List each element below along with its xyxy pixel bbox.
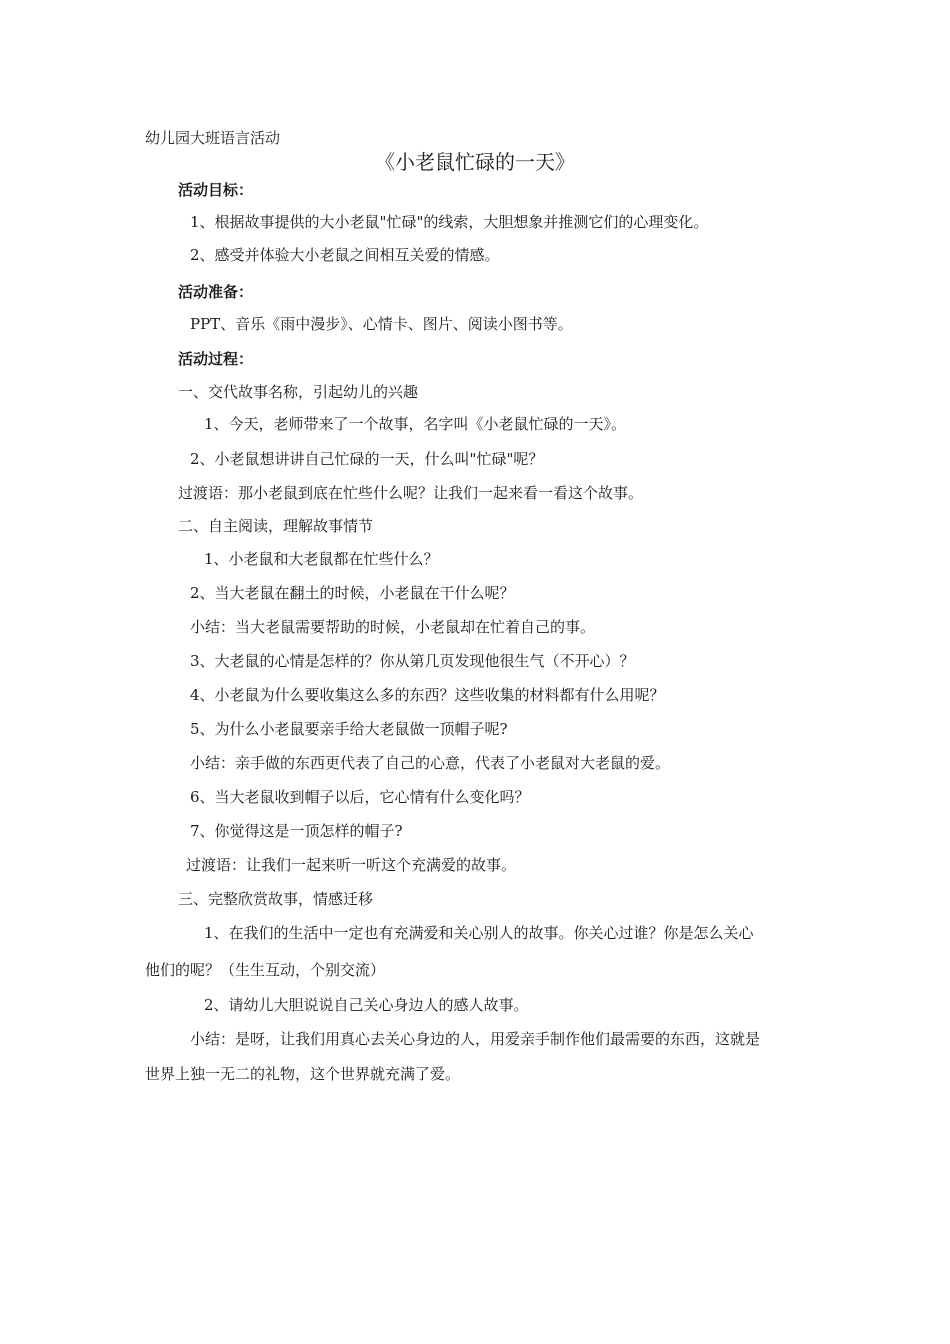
goal-item-1: 1、根据故事提供的大小老鼠"忙碌"的线索，大胆想象并推测它们的心理变化。 [190,213,709,231]
part1-transition: 过渡语：那小老鼠到底在忙些什么呢？让我们一起来看一看这个故事。 [178,484,644,502]
part2-item-3: 3、大老鼠的心情是怎样的？你从第几页发现他很生气（不开心）？ [190,652,635,670]
part2-transition: 过渡语：让我们一起来听一听这个充满爱的故事。 [186,856,517,874]
part3-heading: 三、完整欣赏故事，情感迁移 [178,890,374,908]
part3-item-1-line-1: 1、在我们的生活中一定也有充满爱和关心别人的故事。你关心过谁？你是怎么关心 [204,924,754,942]
part1-item-2: 2、小老鼠想讲讲自己忙碌的一天，什么叫"忙碌"呢？ [190,450,544,468]
part2-item-6: 6、当大老鼠收到帽子以后，它心情有什么变化吗？ [190,788,530,806]
part2-summary-1: 小结：当大老鼠需要帮助的时候，小老鼠却在忙着自己的事。 [190,618,596,636]
prep-heading: 活动准备： [178,283,254,301]
process-heading: 活动过程： [178,350,254,368]
goal-item-2: 2、感受并体验大小老鼠之间相互关爱的情感。 [190,246,500,264]
prep-text: PPT、音乐《雨中漫步》、心情卡、图片、阅读小图书等。 [190,315,573,333]
part2-item-2: 2、当大老鼠在翻土的时候，小老鼠在干什么呢？ [190,584,515,602]
part2-item-1: 1、小老鼠和大老鼠都在忙些什么？ [204,550,439,568]
document-title: 《小老鼠忙碌的一天》 [375,150,575,174]
part3-summary-line-2: 世界上独一无二的礼物，这个世界就充满了爱。 [145,1065,461,1083]
part2-heading: 二、自主阅读，理解故事情节 [178,517,374,535]
document-header: 幼儿园大班语言活动 [145,129,281,147]
part2-summary-2: 小结：亲手做的东西更代表了自己的心意，代表了小老鼠对大老鼠的爱。 [190,754,671,772]
part2-item-4: 4、小老鼠为什么要收集这么多的东西？这些收集的材料都有什么用呢？ [190,686,665,704]
goals-heading: 活动目标： [178,181,254,199]
part3-summary-line-1: 小结：是呀，让我们用真心去关心身边的人，用爱亲手制作他们最需要的东西，这就是 [190,1030,761,1048]
part3-item-2: 2、请幼儿大胆说说自己关心身边人的感人故事。 [204,996,529,1014]
part1-heading: 一、交代故事名称，引起幼儿的兴趣 [178,383,419,401]
part3-item-1-line-2: 他们的呢？（生生互动，个别交流） [145,961,386,979]
part2-item-5: 5、为什么小老鼠要亲手给大老鼠做一顶帽子呢? [190,720,508,738]
part1-item-1: 1、今天，老师带来了一个故事，名字叫《小老鼠忙碌的一天》。 [204,415,627,433]
part2-item-7: 7、你觉得这是一顶怎样的帽子? [190,822,403,840]
